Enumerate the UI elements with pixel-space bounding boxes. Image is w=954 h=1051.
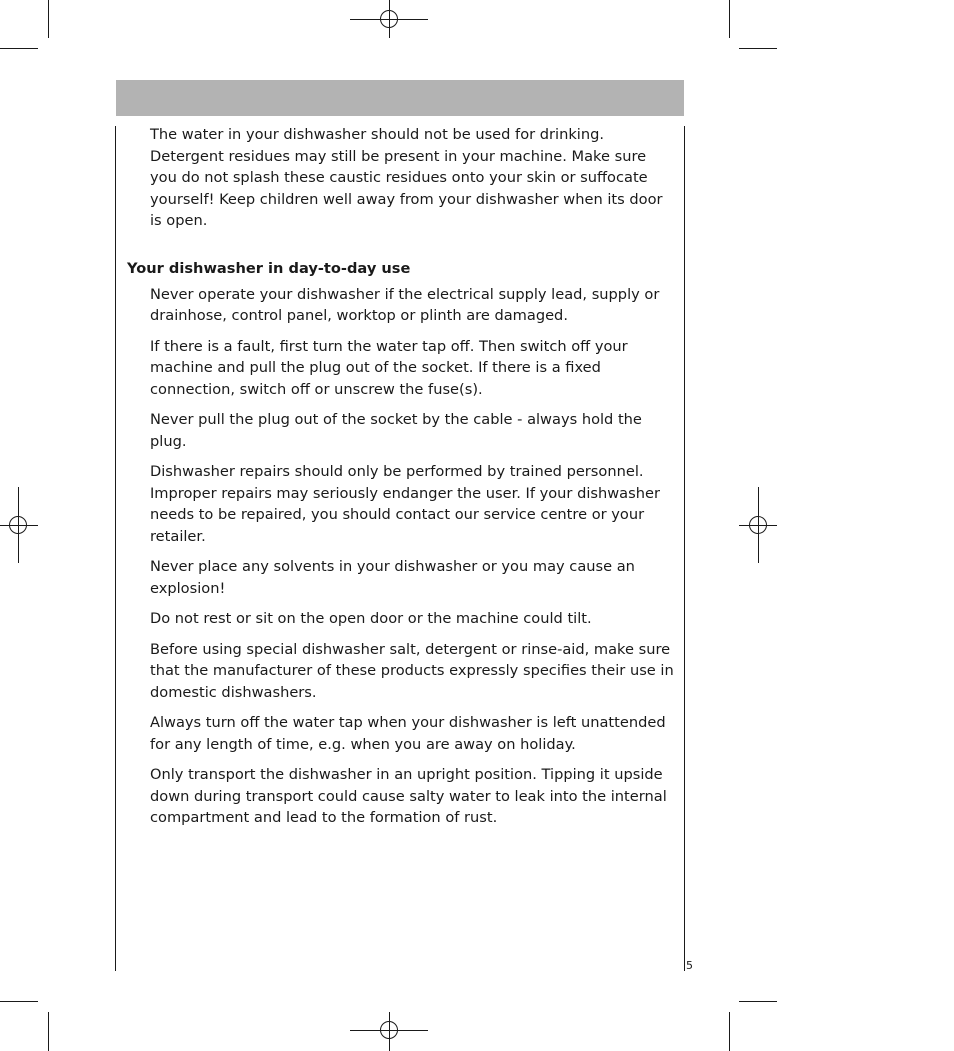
registration-mark-top	[350, 0, 428, 38]
safety-paragraph: Never operate your dishwasher if the electrical supply lead, supply or drainhose, control panel, worktop or plinth are damaged.	[150, 285, 660, 324]
crop-mark	[729, 0, 730, 38]
page-number: 5	[686, 959, 693, 972]
right-rule	[684, 126, 685, 971]
crop-mark	[0, 1001, 38, 1002]
crop-mark	[48, 0, 49, 38]
safety-paragraph: Dishwasher repairs should only be performed by trained personnel. Improper repairs may seriously endanger the user. If your dishwasher needs to be repaired, you should contact our service centre or your retailer.	[150, 463, 660, 545]
registration-mark-right	[739, 487, 777, 563]
header-bar	[116, 80, 684, 116]
intro-paragraph: The water in your dishwasher should not be used for drinking. Detergent residues may still be present in your machine. Make sure you do not splash these caustic residues onto your skin or suffocate yourself! Keep children well away from your dishwasher when its door is open.	[150, 126, 663, 229]
safety-paragraph: Before using special dishwasher salt, detergent or rinse-aid, make sure that the manufacturer of these products expressly specifies their use in domestic dishwashers.	[150, 640, 674, 701]
crop-mark	[739, 48, 777, 49]
safety-paragraph: Always turn off the water tap when your dishwasher is left unattended for any length of time, e.g. when you are away on holiday.	[150, 714, 666, 753]
section-heading: Your dishwasher in day-to-day use	[127, 259, 411, 277]
registration-mark-bottom	[350, 1012, 428, 1051]
page-content	[127, 124, 675, 838]
safety-paragraph: Never place any solvents in your dishwasher or you may cause an explosion!	[150, 558, 635, 597]
safety-paragraph: Do not rest or sit on the open door or the machine could tilt.	[150, 610, 592, 627]
crop-mark	[729, 1012, 730, 1051]
safety-paragraph: Only transport the dishwasher in an upright position. Tipping it upside down during transport could cause salty water to leak into the internal compartment and lead to the formation of rust.	[150, 766, 667, 826]
safety-paragraph: If there is a fault, first turn the water tap off. Then switch off your machine and pull the plug out of the socket. If there is a fixed connection, switch off or unscrew the fuse(s).	[150, 337, 628, 398]
crop-mark	[48, 1012, 49, 1051]
crop-mark	[0, 48, 38, 49]
safety-paragraph: Never pull the plug out of the socket by the cable - always hold the plug.	[150, 411, 642, 450]
crop-mark	[739, 1001, 777, 1002]
registration-mark-left	[0, 487, 38, 563]
left-rule	[115, 126, 116, 971]
